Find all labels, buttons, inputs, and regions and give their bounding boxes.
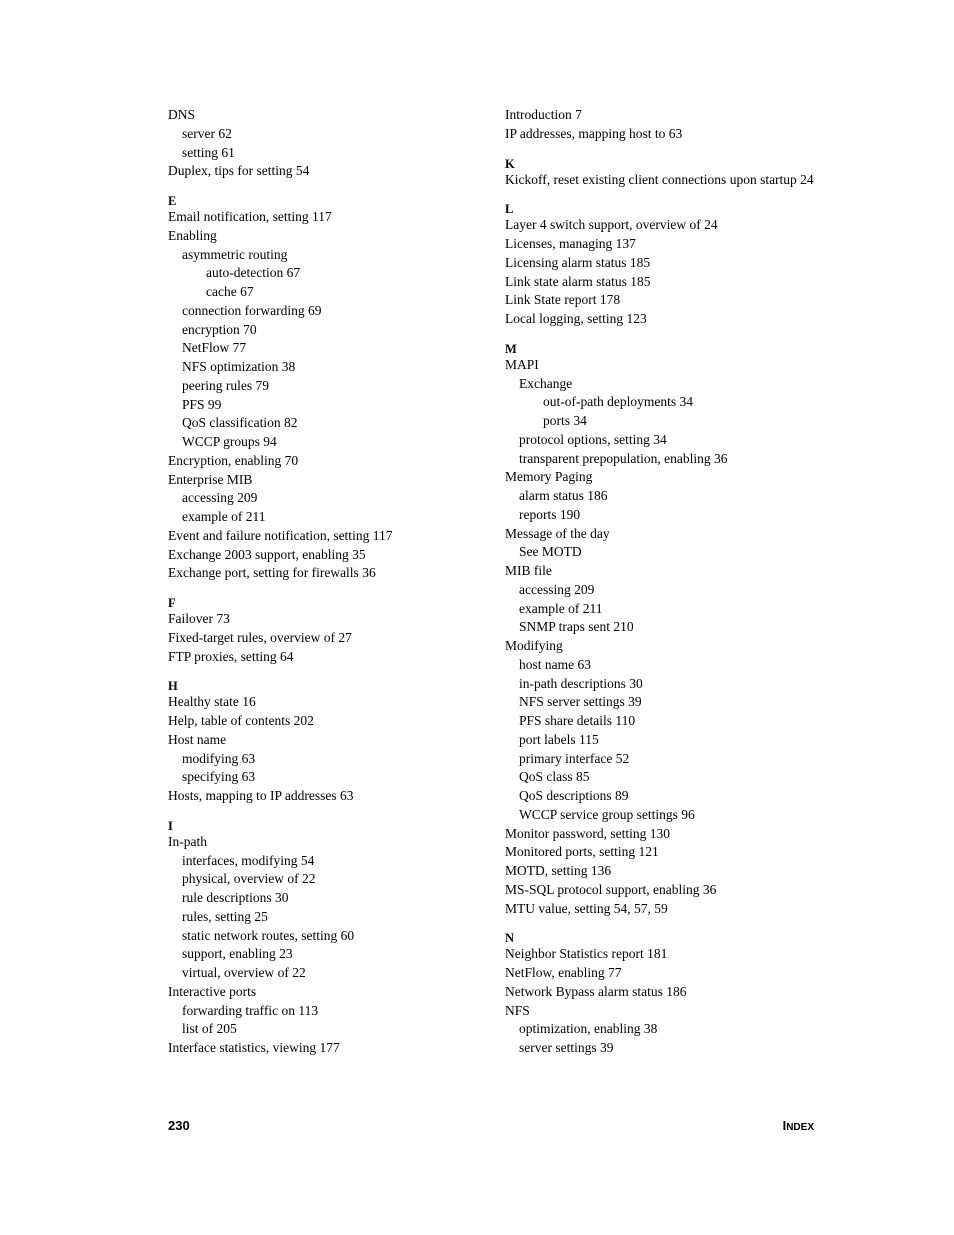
index-entry: Exchange port, setting for firewalls 36: [168, 565, 376, 581]
index-entry: Modifying: [505, 638, 563, 653]
index-subentry: primary interface 52: [519, 750, 630, 766]
index-entry: Monitor password, setting 130: [505, 825, 670, 841]
index-entry: MTU value, setting 54, 57, 59: [505, 900, 668, 916]
index-entry: Healthy state 16: [168, 694, 256, 710]
index-column-right: [505, 106, 865, 1058]
index-entry: Failover 73: [168, 611, 230, 626]
index-entry: Host name: [168, 731, 227, 747]
index-subentry: asymmetric routing: [182, 246, 288, 262]
index-letter-header: H: [168, 679, 178, 694]
index-entry: Network Bypass alarm status 186: [505, 983, 687, 999]
index-subentry: peering rules 79: [182, 377, 269, 393]
index-subentry: out-of-path deployments 34: [543, 394, 693, 410]
index-entry: Interface statistics, viewing 177: [168, 1040, 340, 1055]
index-subentry: cache 67: [206, 284, 254, 299]
index-entry: Link state alarm status 185: [505, 273, 651, 289]
index-entry: Fixed-target rules, overview of 27: [168, 629, 352, 645]
index-entry: Encryption, enabling 70: [168, 452, 299, 468]
index-subentry: interfaces, modifying 54: [182, 852, 315, 868]
index-subentry: Exchange: [519, 375, 573, 391]
index-entry: Event and failure notification, setting 117: [168, 527, 393, 543]
index-entry: DNS: [168, 107, 196, 122]
index-subentry: WCCP groups 94: [182, 434, 277, 449]
running-footer-title: [783, 1118, 814, 1133]
index-subentry: SNMP traps sent 210: [519, 619, 634, 635]
index-letter-header: I: [168, 818, 173, 833]
index-subentry: transparent prepopulation, enabling 36: [519, 450, 728, 466]
index-entry: Interactive ports: [168, 983, 257, 999]
index-subentry: port labels 115: [519, 731, 599, 747]
index-subentry: physical, overview of 22: [182, 871, 316, 887]
index-letter-header: E: [168, 194, 177, 208]
index-subentry: QoS classification 82: [182, 415, 298, 431]
index-entry: MIB file: [505, 563, 552, 578]
footer-title-rest: NDEX: [786, 1122, 814, 1133]
index-entry: Hosts, mapping to IP addresses 63: [168, 788, 354, 803]
index-entry: Local logging, setting 123: [505, 311, 647, 326]
index-subentry: support, enabling 23: [182, 946, 293, 962]
index-subentry: list of 205: [182, 1021, 237, 1037]
index-subentry: connection forwarding 69: [182, 302, 322, 318]
footer-title-initial: I: [782, 1118, 787, 1133]
index-subentry: QoS class 85: [519, 769, 590, 785]
index-entry: MS-SQL protocol support, enabling 36: [505, 881, 717, 897]
index-subentry: NetFlow 77: [182, 340, 247, 356]
index-subentry: PFS 99: [182, 396, 222, 412]
index-subentry: auto-detection 67: [206, 265, 301, 281]
index-subentry: server settings 39: [519, 1040, 614, 1055]
index-subentry: ports 34: [543, 413, 587, 428]
index-entry: Enterprise MIB: [168, 471, 253, 487]
index-subentry: NFS optimization 38: [182, 359, 296, 374]
index-subentry: accessing 209: [182, 490, 258, 506]
page-number: 230: [168, 1118, 190, 1133]
index-letter-header: K: [505, 156, 515, 171]
index-entry: In-path: [168, 833, 207, 849]
index-subentry: example of 211: [519, 600, 603, 616]
index-letter-header: N: [505, 931, 515, 946]
index-subentry: host name 63: [519, 656, 591, 672]
index-entry: Kickoff, reset existing client connections upon startup 24: [505, 171, 814, 187]
index-subentry: example of 211: [182, 509, 266, 524]
index-entry: Email notification, setting 117: [168, 209, 332, 224]
index-entry: Memory Paging: [505, 469, 593, 485]
index-column-left: [168, 106, 508, 1058]
index-subentry: accessing 209: [519, 581, 595, 597]
index-entry: Introduction 7: [505, 107, 582, 122]
index-entry: Enabling: [168, 227, 217, 243]
index-entry: Licenses, managing 137: [505, 236, 636, 251]
index-subentry: in-path descriptions 30: [519, 675, 643, 691]
index-subentry: static network routes, setting 60: [182, 927, 355, 943]
index-subentry: alarm status 186: [519, 488, 608, 503]
index-entry: Layer 4 switch support, overview of 24: [505, 217, 718, 233]
index-subentry: rules, setting 25: [182, 908, 268, 924]
index-entry: Duplex, tips for setting 54: [168, 163, 310, 179]
index-subentry: See MOTD: [519, 544, 582, 560]
index-entry: Help, table of contents 202: [168, 713, 314, 728]
index-subentry: modifying 63: [182, 750, 256, 766]
index-subentry: WCCP service group settings 96: [519, 806, 695, 822]
index-subentry: encryption 70: [182, 321, 257, 337]
index-subentry: setting 61: [182, 144, 235, 160]
index-subentry: PFS share details 110: [519, 713, 636, 728]
index-subentry: rule descriptions 30: [182, 890, 289, 905]
index-entry: FTP proxies, setting 64: [168, 648, 294, 664]
index-subentry: forwarding traffic on 113: [182, 1002, 319, 1018]
index-letter-header: M: [505, 341, 517, 356]
index-entry: Message of the day: [505, 525, 610, 541]
index-entry: Neighbor Statistics report 181: [505, 946, 668, 962]
index-entry: Monitored ports, setting 121: [505, 844, 659, 860]
index-subentry: virtual, overview of 22: [182, 965, 306, 980]
index-entry: IP addresses, mapping host to 63: [505, 125, 683, 141]
index-subentry: QoS descriptions 89: [519, 788, 629, 803]
index-subentry: protocol options, setting 34: [519, 431, 667, 447]
index-letter-header: L: [505, 202, 514, 217]
index-entry: NetFlow, enabling 77: [505, 965, 622, 980]
index-subentry: NFS server settings 39: [519, 694, 642, 710]
index-subentry: server 62: [182, 125, 232, 141]
index-entry: MOTD, setting 136: [505, 863, 612, 878]
index-entry: NFS: [505, 1002, 530, 1018]
index-subentry: specifying 63: [182, 769, 256, 785]
index-letter-header: F: [168, 596, 176, 610]
index-entry: Licensing alarm status 185: [505, 254, 651, 270]
index-entry: Exchange 2003 support, enabling 35: [168, 546, 366, 562]
index-entry: MAPI: [505, 356, 539, 372]
index-subentry: optimization, enabling 38: [519, 1021, 658, 1037]
index-entry: Link State report 178: [505, 292, 621, 308]
index-subentry: reports 190: [519, 506, 581, 522]
